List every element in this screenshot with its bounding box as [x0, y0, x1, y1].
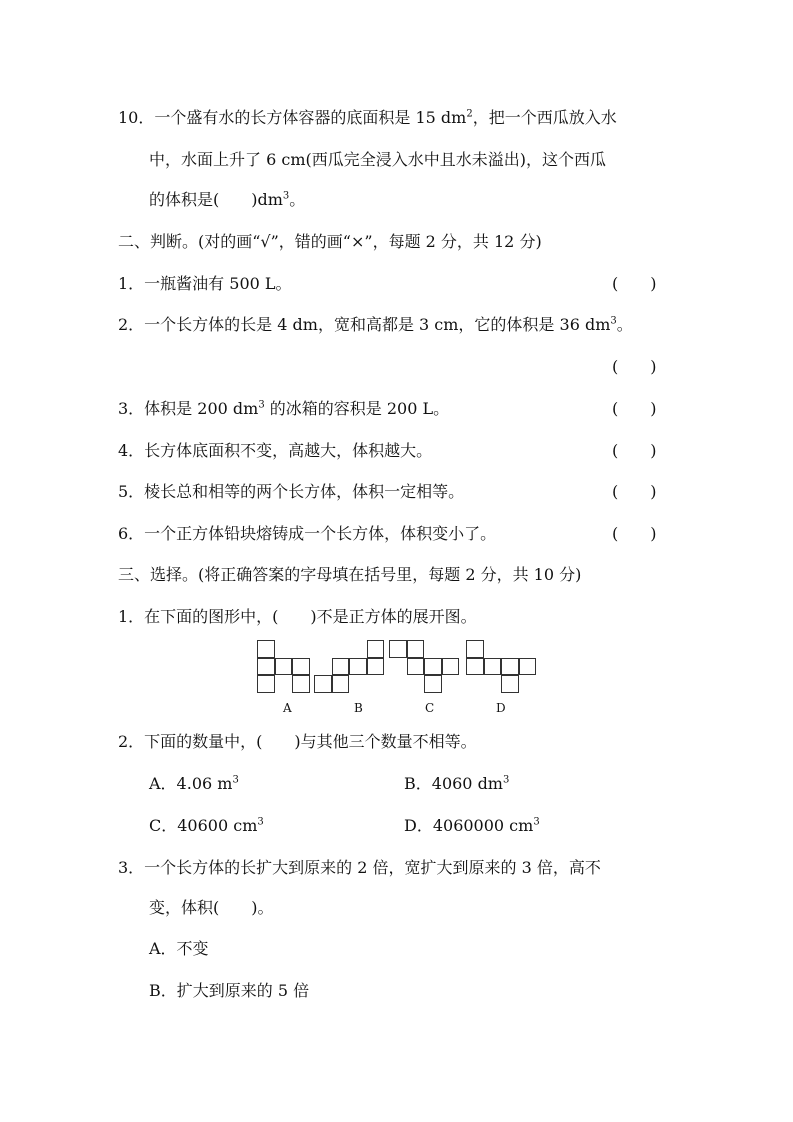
q10-line1 — [118, 108, 617, 128]
net-label: C — [425, 701, 435, 715]
net-square — [407, 658, 425, 676]
superscript: 3 — [258, 399, 265, 411]
text: 2．一个长方体的长是 4 dm，宽和高都是 3 cm，它的体积是 36 dm — [118, 315, 611, 334]
superscript: 3 — [610, 315, 617, 327]
text: B．4060 dm — [404, 774, 503, 793]
s3-q3-option-b: B．扩大到原来的 5 倍 — [149, 981, 310, 1000]
answer-parentheses[interactable]: ( ) — [612, 441, 657, 460]
judgement-item — [118, 441, 432, 461]
net-square — [466, 658, 484, 676]
net-square — [314, 675, 332, 693]
section2-title: 二、判断。(对的画“√”，错的画“×”，每题 2 分，共 12 分) — [118, 232, 542, 251]
net-label: B — [354, 701, 363, 715]
choice-option — [404, 774, 509, 794]
text: 的体积是( )dm — [149, 190, 283, 209]
text: 5．棱长总和相等的两个长方体，体积一定相等。 — [118, 482, 465, 501]
text: 。 — [289, 190, 306, 209]
net-square — [484, 658, 502, 676]
net-square — [424, 675, 442, 693]
judgement-item — [118, 482, 464, 502]
s3-q3-line1: 3．一个长方体的长扩大到原来的 2 倍，宽扩大到原来的 3 倍，高不 — [118, 858, 601, 877]
judgement-item — [118, 315, 633, 335]
q10-line2: 中，水面上升了 6 cm(西瓜完全浸入水中且水未溢出)，这个西瓜 — [149, 150, 606, 169]
net-square — [257, 658, 275, 676]
net-square — [424, 658, 442, 676]
net-square — [466, 640, 484, 658]
net-square — [292, 658, 310, 676]
superscript: 3 — [533, 816, 540, 828]
answer-parentheses[interactable]: ( ) — [612, 482, 657, 501]
text: ，把一个西瓜放入水 — [472, 108, 617, 127]
net-square — [389, 640, 407, 658]
net-square — [349, 658, 367, 676]
net-label: D — [496, 701, 506, 715]
text: 。 — [616, 315, 633, 334]
superscript: 3 — [502, 774, 510, 786]
superscript: 3 — [257, 816, 264, 828]
net-square — [501, 658, 519, 676]
net-square — [292, 675, 310, 693]
text: 的冰箱的容积是 200 L。 — [264, 399, 450, 418]
q10-line3 — [149, 190, 305, 210]
s3-q3-option-a: A．不变 — [149, 939, 209, 958]
net-square — [367, 658, 385, 676]
net-square — [332, 658, 350, 676]
text: C．40600 cm — [149, 816, 258, 835]
choice-option — [149, 816, 264, 836]
judgement-item — [118, 399, 449, 419]
judgement-item — [118, 524, 496, 544]
s3-q2: 2．下面的数量中，( )与其他三个数量不相等。 — [118, 732, 477, 751]
choice-option — [404, 816, 540, 836]
net-square — [501, 675, 519, 693]
answer-parentheses[interactable]: ( ) — [612, 524, 657, 543]
net-square — [442, 658, 460, 676]
answer-parentheses[interactable]: ( ) — [612, 399, 657, 418]
answer-parentheses[interactable]: ( ) — [612, 274, 657, 293]
judgement-item — [118, 274, 292, 294]
superscript: 2 — [466, 108, 473, 120]
net-square — [257, 640, 275, 658]
answer-parentheses[interactable]: ( ) — [612, 357, 657, 376]
text: 10．一个盛有水的长方体容器的底面积是 15 dm — [118, 108, 467, 127]
text: A．4.06 m — [149, 774, 233, 793]
text: 4．长方体底面积不变，高越大，体积越大。 — [118, 441, 433, 460]
choice-option — [149, 774, 239, 794]
s3-q1: 1．在下面的图形中，( )不是正方体的展开图。 — [118, 607, 477, 626]
superscript: 3 — [282, 190, 290, 202]
net-square — [275, 658, 293, 676]
superscript: 3 — [232, 774, 239, 786]
net-square — [257, 675, 275, 693]
net-square — [407, 640, 425, 658]
section3-title: 三、选择。(将正确答案的字母填在括号里，每题 2 分，共 10 分) — [118, 565, 582, 584]
net-square — [332, 675, 350, 693]
text: 1．一瓶酱油有 500 L。 — [118, 274, 292, 293]
net-square — [519, 658, 537, 676]
net-square — [367, 640, 385, 658]
text: 3．体积是 200 dm — [118, 399, 259, 418]
text: 6．一个正方体铅块熔铸成一个长方体，体积变小了。 — [118, 524, 497, 543]
s3-q3-line2: 变，体积( )。 — [149, 898, 274, 917]
net-label: A — [283, 701, 292, 715]
text: D．4060000 cm — [404, 816, 534, 835]
